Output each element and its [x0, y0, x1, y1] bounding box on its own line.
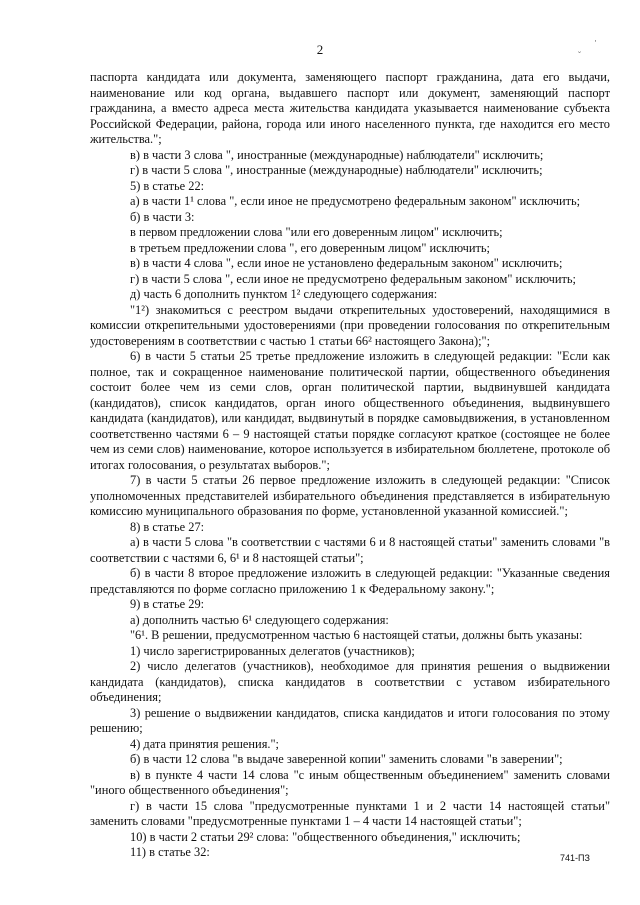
paragraph: 5) в статье 22:: [130, 178, 205, 193]
paragraph: 10) в части 2 статьи 29² слова: "общественного объединения," исключить;: [130, 829, 521, 844]
paragraph: д) часть 6 дополнить пунктом 1² следующего содержания:: [130, 287, 438, 301]
paragraph: в первом предложении слова "или его доверенным лицом" исключить;: [130, 225, 503, 239]
paragraph: б) в части 12 слова "в выдаче заверенной копии" заменить словами "в заверении";: [130, 752, 563, 766]
paragraph: 9) в статье 29:: [130, 597, 205, 611]
paragraph: г) в части 15 слова "предусмотренные пунктами 1 и 2 части 14 настоящей статьи" заменить словами "предусмотренные пунктами 1 – 4 части 14 настоящей статьи";: [90, 798, 610, 828]
paragraph: 1) число зарегистрированных делегатов (участников);: [130, 643, 415, 658]
paragraph: 8) в статье 27:: [130, 519, 205, 534]
paragraph: 11) в статье 32:: [130, 845, 210, 859]
paragraph: а) в части 1¹ слова ", если иное не предусмотрено федеральным законом" исключить;: [130, 194, 581, 208]
paragraph: 7) в части 5 статьи 26 первое предложение изложить в следующей редакции: "Список уполномоченных представителей избирательного объединения представляется в избирательную комиссию муниципального образования по форме, установленной указанной комиссией.";: [90, 473, 610, 518]
paragraph: в) в части 4 слова ", если иное не установлено федеральным законом" исключить;: [130, 256, 563, 270]
paragraph: "1²) знакомиться с реестром выдачи открепительных удостоверений, находящимися в комиссии открепительными удостоверениями (при проведении голосования по открепительным удостоверениям в соответствии с частью 1 статьи 66² настоящего Закона);";: [90, 302, 610, 348]
scan-speck: ˘: [578, 50, 581, 60]
paragraph: г) в части 5 слова ", если иное не предусмотрено федеральным законом" исключить;: [130, 271, 576, 286]
paragraph: г) в части 5 слова ", иностранные (международные) наблюдатели" исключить;: [130, 163, 543, 177]
paragraph: в) в пункте 4 части 14 слова "с иным общественным объединением" заменить словами "иного общественного объединения";: [90, 767, 610, 797]
paragraph: 3) решение о выдвижении кандидатов, списка кандидатов и итоги голосования по этому решению;: [90, 705, 610, 735]
paragraph: а) дополнить частью 6¹ следующего содержания:: [130, 612, 389, 627]
document-body: [90, 70, 610, 861]
paragraph: а) в части 5 слова "в соответствии с частями 6 и 8 настоящей статьи" заменить словами "в соответствии с частями 6, 6¹ и 8 настоящей статьи";: [90, 535, 610, 565]
paragraph: в третьем предложении слова ", его доверенным лицом" исключить;: [130, 240, 491, 255]
paragraph: 2) число делегатов (участников), необходимое для принятия решения о выдвижении кандидата (кандидатов), списка кандидатов в соответствии с уставом избирательного объединения;: [90, 659, 610, 704]
paragraph: 6) в части 5 статьи 25 третье предложение изложить в следующей редакции: "Если как полное, так и сокращенное наименование политической партии, общественного объединения состоит более чем из семи слов, орган политической партии, выдвинувшей кандидата (кандидатов), список кандидатов, орган иного общественного объединения, выдвинувшего кандидата (кандидатов), или кандидат, выдвинутый в порядке самовыдвижения, в установленном соответственно частями 6 – 9 настоящей статьи порядке согласуют краткое (состоящее не более чем из семи слов) наименование, которое используется в избирательном бюллетене, протоколе об итогах голосования, о результатах выборов.";: [90, 349, 610, 472]
paragraph: паспорта кандидата или документа, заменяющего паспорт гражданина, дата его выдачи, наименование или код органа, выдавшего паспорт или документ, заменяющий паспорт гражданина, а вместо адреса места жительства кандидата указывается наименование субъекта Российской Федерации, района, города или иного населенного пункта, где находится его место жительства.";: [90, 70, 610, 146]
paragraph: "6¹. В решении, предусмотренном частью 6 настоящей статьи, должны быть указаны:: [130, 628, 583, 642]
page-number: 2: [316, 42, 324, 57]
scan-speck: ·: [594, 36, 597, 46]
paragraph: б) в части 3:: [130, 209, 195, 224]
paragraph: в) в части 3 слова ", иностранные (международные) наблюдатели" исключить;: [130, 147, 544, 162]
paragraph: 4) дата принятия решения.";: [130, 736, 279, 751]
document-code: 741-ПЗ: [560, 853, 590, 863]
paragraph: б) в части 8 второе предложение изложить в следующей редакции: "Указанные сведения представляются по форме согласно приложению 1 к Федеральному закону.";: [90, 566, 610, 596]
